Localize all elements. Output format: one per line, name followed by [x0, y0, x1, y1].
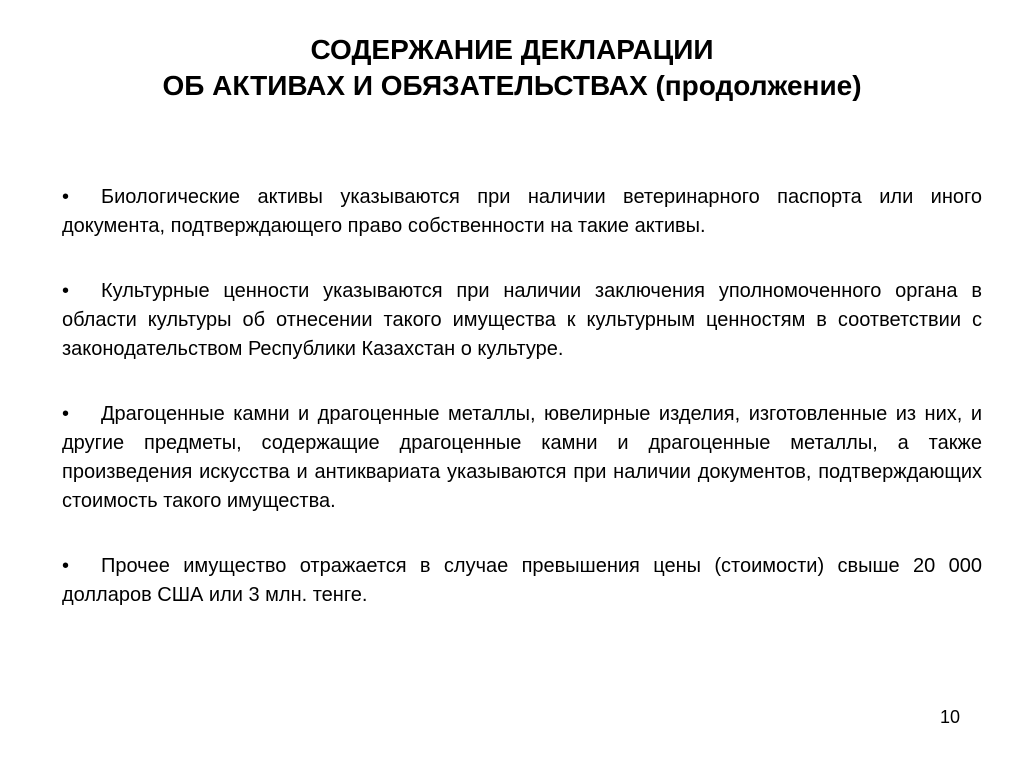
- bullet-text: Культурные ценности указываются при наличии заключения уполномоченного органа в области культуры об отнесении такого имущества к культурным ценностям в соответствии с законодательством Республики Казахстан о культуре.: [62, 280, 982, 360]
- slide-title-line-2: ОБ АКТИВАХ И ОБЯЗАТЕЛЬСТВАХ (продолжение): [162, 70, 862, 101]
- bullet-icon: •: [62, 555, 70, 577]
- bullet-item-cultural-values: [62, 277, 982, 364]
- bullet-item-biological-assets: [62, 183, 982, 241]
- bullet-text: Биологические активы указываются при наличии ветеринарного паспорта или иного документа, подтверждающего право собственности на такие активы.: [62, 186, 982, 237]
- page-number: 10: [939, 707, 961, 727]
- bullet-text: Драгоценные камни и драгоценные металлы, ювелирные изделия, изготовленные из них, и другие предметы, содержащие драгоценные камни и драгоценные металлы, а также произведения искусства и антиквариата указываются при наличии документов, подтверждающих стоимость такого имущества.: [62, 403, 982, 512]
- slide-title: [60, 32, 964, 104]
- bullet-icon: •: [62, 186, 70, 208]
- bullet-icon: •: [62, 280, 70, 302]
- bullet-icon: •: [62, 403, 70, 425]
- bullet-list: [62, 183, 982, 610]
- slide-title-line-1: СОДЕРЖАНИЕ ДЕКЛАРАЦИИ: [310, 34, 714, 65]
- bullet-item-other-property: [62, 552, 982, 610]
- bullet-text: Прочее имущество отражается в случае превышения цены (стоимости) свыше 20 000 долларов США или 3 млн. тенге.: [62, 555, 982, 606]
- bullet-item-precious-items: [62, 400, 982, 516]
